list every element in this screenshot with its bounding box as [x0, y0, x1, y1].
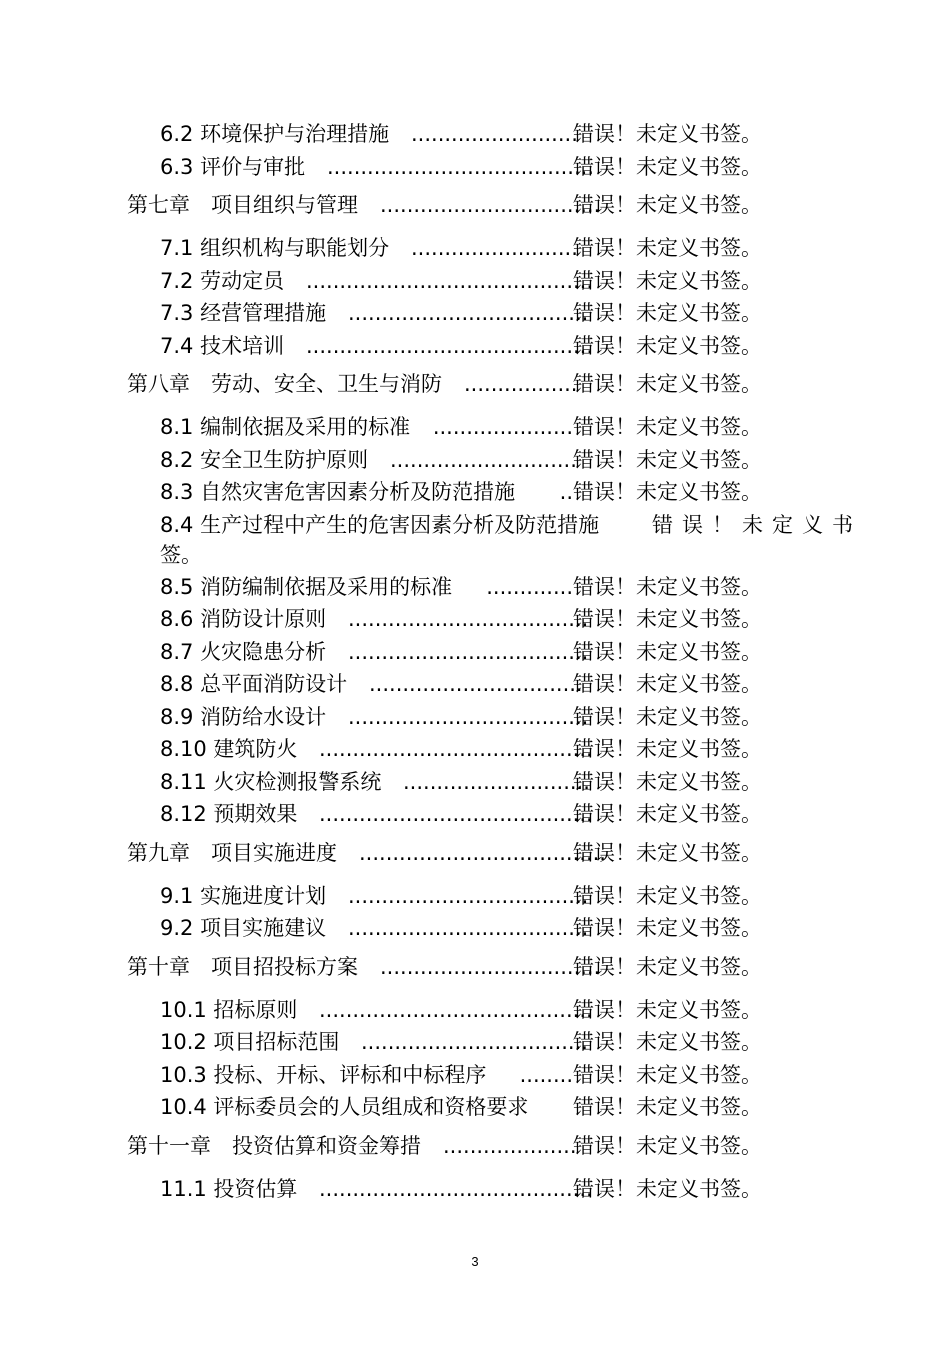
toc-entry-ref: 错误！未定义书签。	[573, 1062, 762, 1087]
toc-entry-label: 8.7 火灾隐患分析	[160, 639, 327, 664]
toc-leader-dots: ....................................	[348, 916, 589, 940]
toc-entry-ref: 错误！未定义书签。	[573, 236, 762, 260]
toc-section-entry	[0, 1026, 950, 1059]
toc-section-entry	[0, 444, 950, 477]
toc-entry-ref-continued: 签。	[160, 542, 202, 567]
toc-entry-label: 8.10 建筑防火	[160, 737, 298, 761]
toc-entry-label: 第七章 项目组织与管理	[127, 193, 358, 217]
toc-chapter-entry	[0, 187, 950, 224]
toc-section-entry	[0, 509, 950, 571]
toc-section-entry	[0, 118, 950, 151]
toc-entry-ref: 错误！未定义书签。	[573, 607, 762, 631]
toc-section-entry	[0, 1091, 950, 1124]
toc-section-entry	[0, 798, 950, 831]
toc-leader-dots: .........................................	[319, 997, 593, 1022]
toc-section-entry	[0, 411, 950, 444]
toc-entry-ref: 错误！未定义书签。	[573, 916, 762, 940]
toc-entry-label: 6.3 评价与审批	[160, 154, 306, 179]
toc-chapter-entry	[0, 835, 950, 872]
toc-entry-ref: 错误！未定义书签。	[573, 372, 762, 396]
toc-leader-dots: .........................	[411, 236, 578, 260]
toc-leader-dots: ....................................	[348, 301, 589, 325]
toc-chapter-entry	[0, 949, 950, 986]
toc-leader-dots: ........	[519, 1062, 573, 1087]
toc-entry-ref: 错误！未定义书签。	[573, 769, 762, 794]
toc-entry-ref: 错误！未定义书签。	[573, 193, 762, 217]
page-number: 3	[471, 1254, 479, 1269]
toc-section-entry	[0, 265, 950, 298]
toc-leader-dots: .....................................	[359, 840, 606, 865]
toc-entry-ref: 错误！未定义书签。	[573, 1133, 762, 1158]
toc-entry-ref: 错误！未定义书签。	[573, 954, 762, 979]
toc-section-entry	[0, 571, 950, 604]
toc-entry-ref: 错误！未定义书签。	[573, 672, 762, 696]
toc-leader-dots: .....................	[432, 415, 573, 439]
toc-entry-ref: 错误！未定义书签。	[573, 333, 762, 358]
toc-entry-ref: 错误！未定义书签。	[573, 1095, 762, 1119]
toc-entry-label: 7.1 组织机构与职能划分	[160, 236, 390, 260]
toc-entry-label: 7.3 经营管理措施	[160, 301, 327, 325]
toc-entry-ref: 错误！未定义书签。	[573, 447, 762, 472]
toc-entry-label: 8.2 安全卫生防护原则	[160, 447, 369, 472]
toc-section-entry	[0, 151, 950, 184]
toc-leader-dots: ..	[559, 480, 573, 504]
toc-entry-ref: 错误！未定义书签。	[573, 737, 762, 761]
toc-leader-dots: ....................	[443, 1133, 577, 1158]
toc-entry-ref: 错误！未定义书签。	[573, 704, 762, 729]
toc-entry-label: 第十章 项目招投标方案	[127, 954, 358, 979]
toc-leader-dots: ...........................................	[306, 333, 594, 358]
toc-entry-ref: 错误！未定义书签。	[573, 301, 762, 325]
toc-entry-ref: 错误！未定义书签。	[573, 480, 762, 504]
toc-entry-label: 10.3 投标、开标、评标和中标程序	[160, 1062, 487, 1087]
table-of-contents	[0, 118, 950, 1205]
toc-leader-dots: ....................................	[348, 639, 589, 664]
toc-section-entry	[0, 1173, 950, 1206]
toc-entry-ref: 错误！未定义书签。	[573, 268, 762, 293]
toc-entry-ref: 错误！未定义书签。	[573, 574, 762, 599]
toc-entry-label: 10.4 评标委员会的人员组成和资格要求	[160, 1095, 529, 1119]
toc-entry-label: 8.1 编制依据及采用的标准	[160, 415, 411, 439]
toc-entry-label: 10.1 招标原则	[160, 997, 298, 1022]
toc-leader-dots: ...........................................	[306, 268, 594, 293]
toc-leader-dots: ............................	[403, 769, 590, 794]
toc-section-entry	[0, 701, 950, 734]
toc-entry-label: 11.1 投资估算	[160, 1176, 298, 1201]
toc-leader-dots: .................	[464, 372, 578, 396]
toc-section-entry	[0, 994, 950, 1027]
toc-section-entry	[0, 668, 950, 701]
toc-section-entry	[0, 603, 950, 636]
toc-section-entry	[0, 232, 950, 265]
toc-section-entry	[0, 912, 950, 945]
toc-entry-label: 第十一章 投资估算和资金筹措	[127, 1133, 421, 1158]
toc-entry-ref: 错误！未定义书签。	[573, 122, 762, 146]
toc-section-entry	[0, 330, 950, 363]
toc-section-entry	[0, 733, 950, 766]
toc-section-entry	[0, 636, 950, 669]
toc-chapter-entry	[0, 1128, 950, 1165]
toc-entry-ref: 错误！未定义书签。	[573, 997, 762, 1022]
toc-entry-label: 8.12 预期效果	[160, 802, 298, 826]
toc-entry-label: 7.4 技术培训	[160, 333, 285, 358]
toc-entry-ref: 错误！未定义书签。	[573, 154, 762, 179]
toc-leader-dots: .................................	[380, 954, 601, 979]
toc-entry-label: 8.9 消防给水设计	[160, 704, 327, 729]
toc-leader-dots: .........................................	[319, 802, 593, 826]
toc-entry-ref: 错误！未定义书签。	[573, 802, 762, 826]
toc-entry-label: 9.2 项目实施建议	[160, 916, 327, 940]
toc-leader-dots: .........................................	[319, 737, 593, 761]
toc-leader-dots: .........................	[411, 122, 578, 146]
toc-section-entry	[0, 476, 950, 509]
toc-entry-label: 8.5 消防编制依据及采用的标准	[160, 574, 453, 599]
toc-entry-label: 第八章 劳动、安全、卫生与消防	[127, 372, 442, 396]
toc-leader-dots: ........................................	[327, 154, 595, 179]
toc-entry-ref: 错误！未定义书签。	[573, 840, 762, 865]
toc-entry-label: 8.4 生产过程中产生的危害因素分析及防范措施	[160, 512, 600, 537]
toc-leader-dots: ....................................	[348, 704, 589, 729]
toc-entry-label: 8.11 火灾检测报警系统	[160, 769, 382, 794]
toc-leader-dots: ....................................	[348, 607, 589, 631]
toc-entry-label: 第九章 项目实施进度	[127, 840, 337, 865]
toc-leader-dots: ............................	[390, 447, 577, 472]
toc-leader-dots: .........................................	[319, 1176, 593, 1201]
toc-entry-label: 7.2 劳动定员	[160, 268, 285, 293]
toc-entry-ref: 错误！未定义书签。	[573, 639, 762, 664]
toc-section-entry	[0, 766, 950, 799]
toc-entry-ref: 错误！未定义书签。	[573, 1176, 762, 1201]
toc-section-entry	[0, 297, 950, 330]
toc-leader-dots: .................................	[380, 193, 601, 217]
toc-entry-ref: 错误！未定义书签。	[573, 1030, 762, 1054]
toc-entry-ref: 错误！未定义书签。	[573, 883, 762, 908]
toc-leader-dots: ................................	[369, 672, 583, 696]
toc-chapter-entry	[0, 366, 950, 403]
toc-entry-label: 6.2 环境保护与治理措施	[160, 122, 390, 146]
toc-section-entry	[0, 880, 950, 913]
toc-entry-label: 8.8 总平面消防设计	[160, 672, 348, 696]
toc-entry-label: 9.1 实施进度计划	[160, 883, 327, 908]
toc-entry-ref: 错误！未定义书签。	[573, 415, 762, 439]
toc-leader-dots: .............	[486, 574, 573, 599]
toc-entry-label: 8.6 消防设计原则	[160, 607, 327, 631]
toc-entry-label: 8.3 自然灾害危害因素分析及防范措施	[160, 480, 516, 504]
toc-entry-ref: 错误！未定义书	[652, 512, 862, 537]
toc-section-entry	[0, 1059, 950, 1092]
toc-leader-dots: ..................................	[361, 1030, 588, 1054]
toc-leader-dots: ....................................	[348, 883, 589, 908]
toc-entry-label: 10.2 项目招标范围	[160, 1030, 340, 1054]
